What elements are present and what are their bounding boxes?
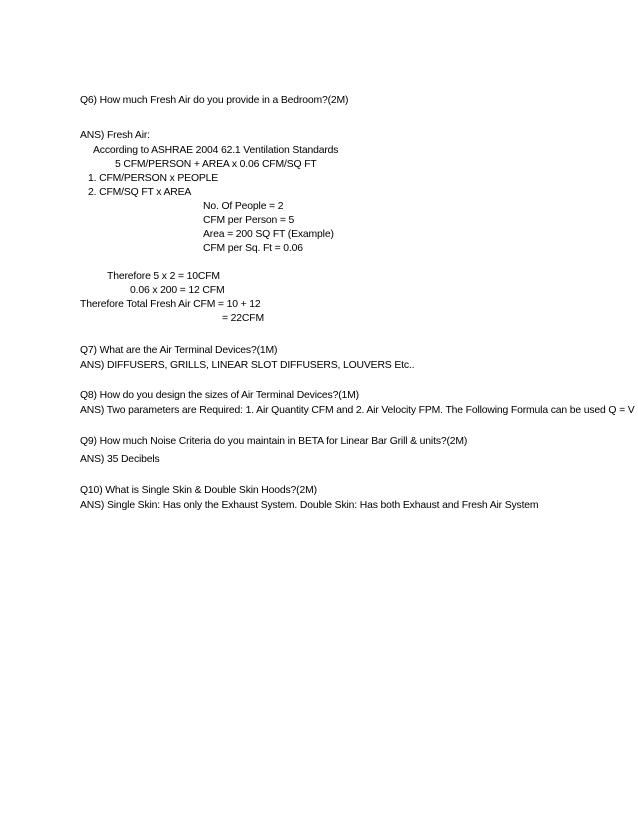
q6-item-1: 1. CFM/PERSON x PEOPLE: [88, 173, 219, 184]
q9-question: Q9) How much Noise Criteria do you maintain in BETA for Linear Bar Grill & units?(2M): [80, 436, 468, 447]
q10-answer: ANS) Single Skin: Has only the Exhaust System. Double Skin: Has both Exhaust and Fresh Air System: [80, 500, 539, 511]
q6-calc-1: Therefore 5 x 2 = 10CFM: [107, 271, 220, 282]
q7-question: Q7) What are the Air Terminal Devices?(1M): [80, 345, 278, 356]
q6-total-result: = 22CFM: [222, 313, 264, 324]
q6-question: Q6) How much Fresh Air do you provide in a Bedroom?(2M): [80, 95, 349, 106]
q6-standard: According to ASHRAE 2004 62.1 Ventilation Standards: [93, 145, 339, 156]
q6-answer-heading: ANS) Fresh Air:: [80, 130, 150, 141]
q9-answer: ANS) 35 Decibels: [80, 454, 160, 465]
q6-calc-2: 0.06 x 200 = 12 CFM: [130, 285, 225, 296]
q6-item-2: 2. CFM/SQ FT x AREA: [88, 187, 192, 198]
q6-total: Therefore Total Fresh Air CFM = 10 + 12: [80, 299, 261, 310]
q6-given-cfm-per-person: CFM per Person = 5: [203, 215, 295, 226]
q8-question: Q8) How do you design the sizes of Air Terminal Devices?(1M): [80, 390, 359, 401]
q8-answer: ANS) Two parameters are Required: 1. Air Quantity CFM and 2. Air Velocity FPM. The Following Formula can be used Q = V: [80, 405, 635, 416]
q6-formula: 5 CFM/PERSON + AREA x 0.06 CFM/SQ FT: [115, 159, 317, 170]
q6-given-area: Area = 200 SQ FT (Example): [203, 229, 334, 240]
q6-given-people: No. Of People = 2: [203, 201, 284, 212]
q10-question: Q10) What is Single Skin & Double Skin Hoods?(2M): [80, 485, 317, 496]
q6-given-cfm-per-sqft: CFM per Sq. Ft = 0.06: [203, 243, 303, 254]
q7-answer: ANS) DIFFUSERS, GRILLS, LINEAR SLOT DIFFUSERS, LOUVERS Etc..: [80, 360, 415, 371]
